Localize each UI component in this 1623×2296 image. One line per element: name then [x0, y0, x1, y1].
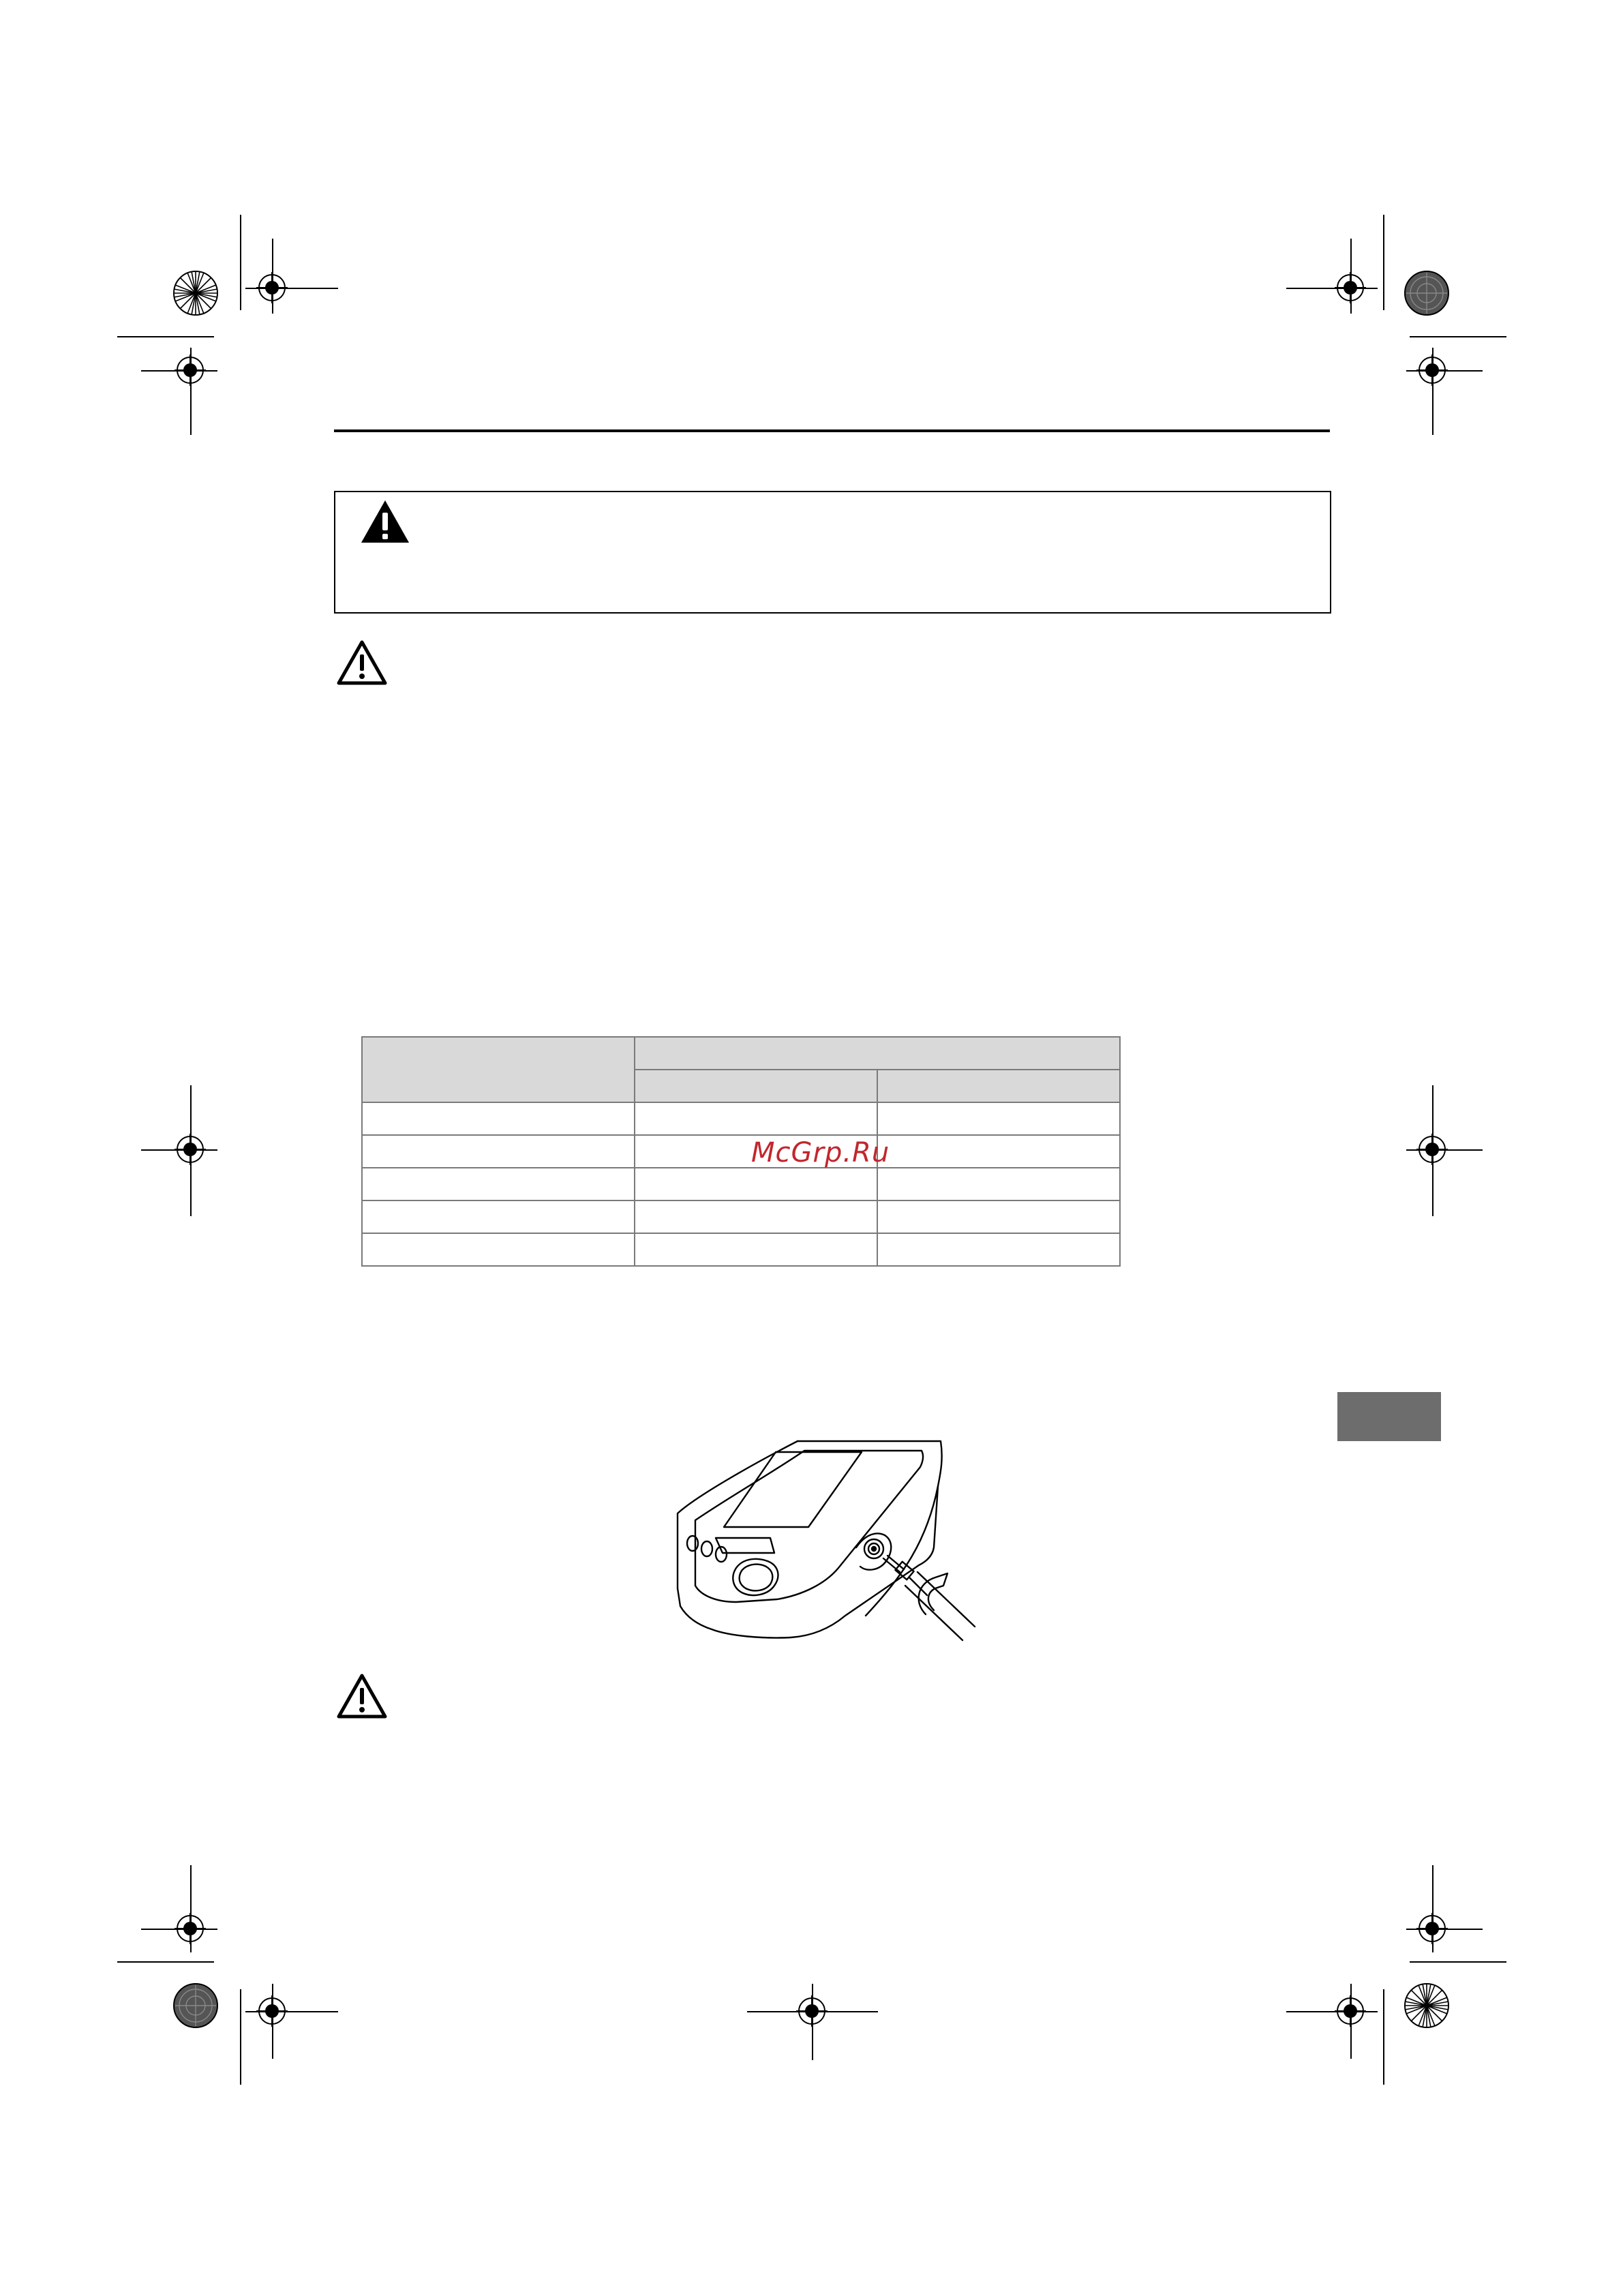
table-cell	[877, 1200, 1120, 1233]
crop-line	[240, 1989, 241, 2085]
registration-target-icon	[256, 1995, 288, 2027]
table-cell	[635, 1200, 877, 1233]
table-cell	[635, 1168, 877, 1200]
table-row	[362, 1102, 1120, 1135]
registration-target-icon	[1335, 272, 1366, 303]
crop-line	[117, 1961, 214, 1963]
table-cell	[362, 1233, 635, 1266]
caution-outline-icon	[337, 1673, 387, 1719]
table-row	[362, 1233, 1120, 1266]
table-cell	[362, 1102, 635, 1135]
crop-line	[1383, 215, 1384, 310]
table-cell	[877, 1135, 1120, 1168]
watermark: McGrp.Ru	[751, 1137, 890, 1168]
device-illustration	[668, 1432, 995, 1657]
registration-target-icon	[175, 1134, 206, 1165]
header-rule	[334, 429, 1330, 432]
star-target-icon	[172, 270, 219, 316]
gray-target-icon	[172, 1982, 219, 2029]
caution-outline-icon	[337, 639, 387, 686]
spec-table	[361, 1036, 1121, 1267]
star-target-icon	[1404, 1982, 1450, 2029]
table-cell	[877, 1168, 1120, 1200]
table-cell	[877, 1102, 1120, 1135]
crop-line	[1383, 1989, 1384, 2085]
table-cell	[362, 1135, 635, 1168]
registration-target-icon	[1416, 1913, 1448, 1944]
table-cell	[877, 1233, 1120, 1266]
table-header-row	[362, 1037, 1120, 1070]
crop-line	[1410, 1961, 1506, 1963]
registration-target-icon	[1416, 1134, 1448, 1165]
table-header-cell	[635, 1070, 877, 1102]
registration-target-icon	[256, 272, 288, 303]
registration-target-icon	[1335, 1995, 1366, 2027]
table-cell	[635, 1102, 877, 1135]
warning-filled-icon	[360, 499, 410, 544]
registration-target-icon	[1416, 354, 1448, 386]
table-header-cell	[635, 1037, 1120, 1070]
section-tab	[1337, 1392, 1441, 1441]
table-header-cell	[877, 1070, 1120, 1102]
registration-target-icon	[175, 354, 206, 386]
warning-box	[334, 491, 1331, 614]
crop-line	[240, 215, 241, 310]
table-cell	[362, 1168, 635, 1200]
table-cell	[362, 1200, 635, 1233]
registration-target-icon	[796, 1995, 828, 2027]
crop-line	[117, 336, 214, 337]
table-row	[362, 1135, 1120, 1168]
table-row	[362, 1200, 1120, 1233]
gray-target-icon	[1404, 270, 1450, 316]
table-cell	[635, 1233, 877, 1266]
table-row	[362, 1168, 1120, 1200]
table-header-cell	[362, 1037, 635, 1102]
registration-target-icon	[175, 1913, 206, 1944]
crop-line	[1410, 336, 1506, 337]
